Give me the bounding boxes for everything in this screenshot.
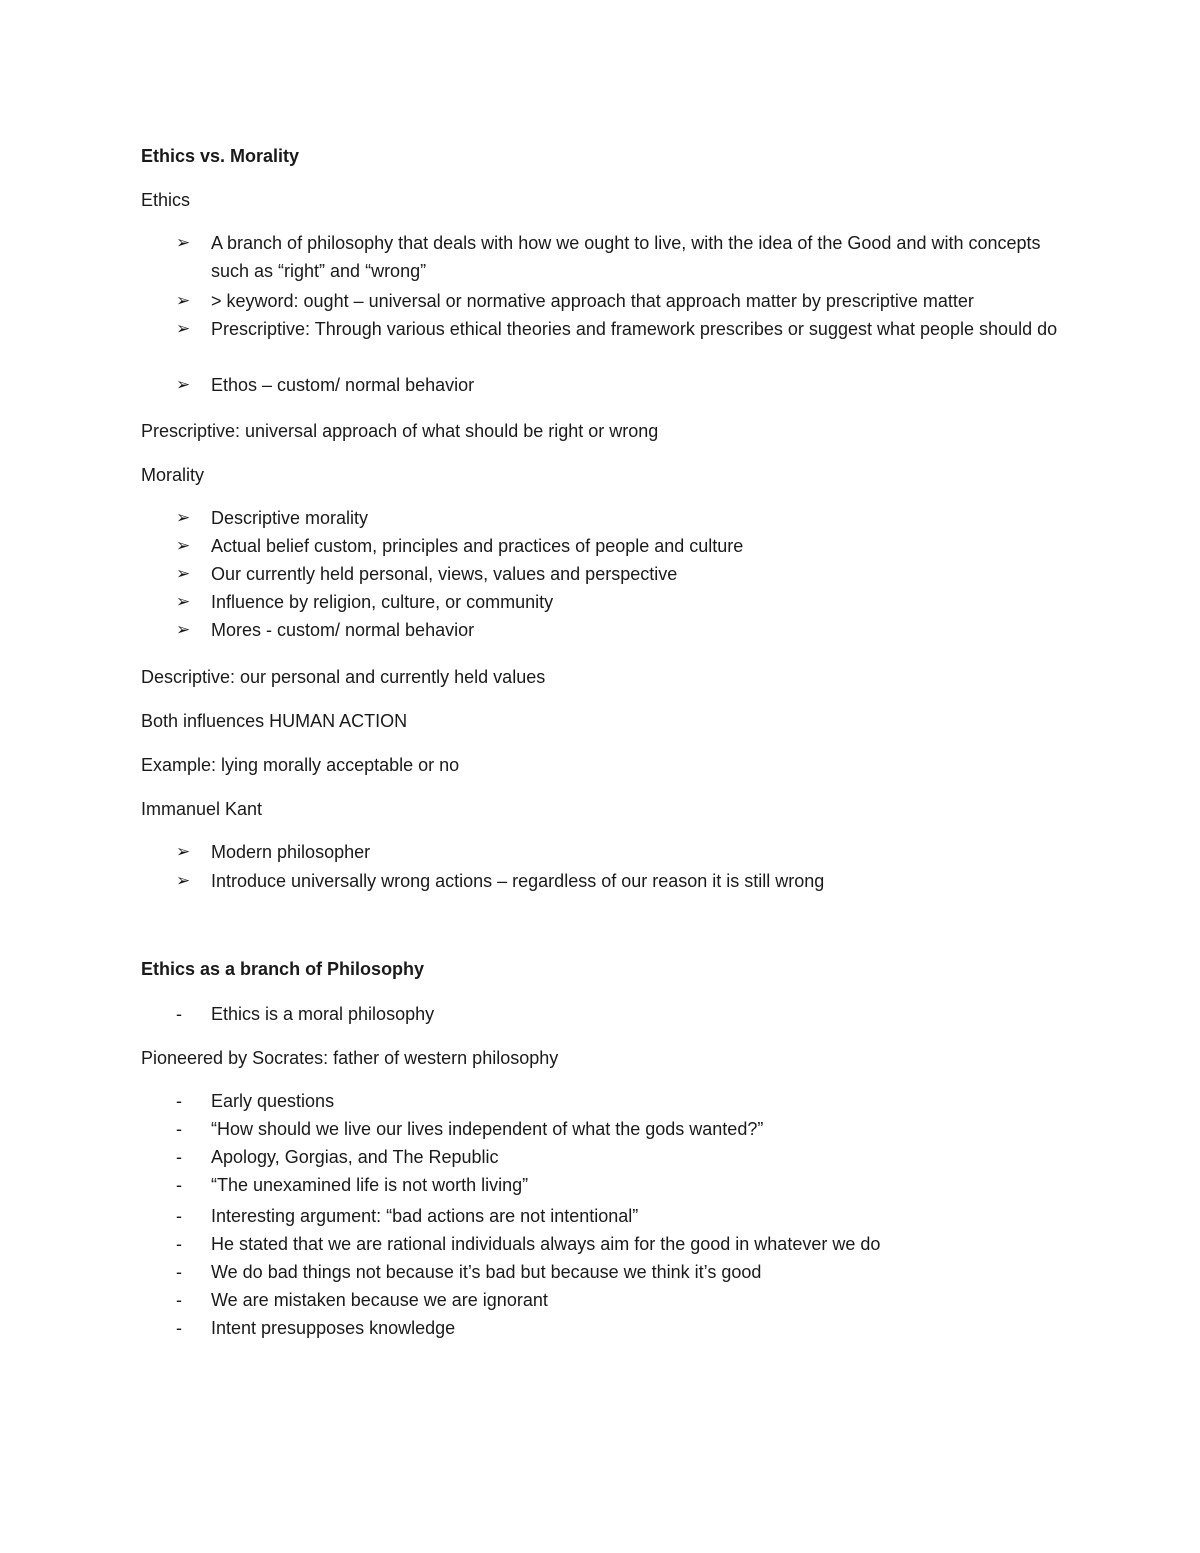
dash-item xyxy=(176,1143,1076,1171)
bullet-text: Influence by religion, culture, or community xyxy=(211,592,554,612)
dash-text: We are mistaken because we are ignorant xyxy=(211,1290,548,1310)
prescriptive-note: Prescriptive: universal approach of what should be right or wrong xyxy=(141,421,659,441)
arrow-bullet-icon: ➢ xyxy=(176,871,191,890)
arrow-bullet-icon: ➢ xyxy=(176,842,191,861)
bullet-item xyxy=(176,315,1076,343)
dash-bullet-icon: - xyxy=(176,1206,182,1226)
dash-item xyxy=(176,1258,1076,1286)
heading-morality: Morality xyxy=(141,465,205,485)
bullet-text: Actual belief custom, principles and practices of people and culture xyxy=(211,536,744,556)
heading-immanuel-kant: Immanuel Kant xyxy=(141,799,263,819)
dash-item xyxy=(176,1314,1076,1342)
arrow-bullet-icon: ➢ xyxy=(176,291,191,310)
heading-ethics: Ethics xyxy=(141,190,191,210)
arrow-bullet-icon: ➢ xyxy=(176,536,191,555)
dash-item xyxy=(176,1115,1076,1143)
dash-text: Apology, Gorgias, and The Republic xyxy=(211,1147,499,1167)
bullet-item xyxy=(176,287,1076,315)
bullet-text: A branch of philosophy that deals with how we ought to live, with the idea of the Good and with concepts such as “right” and “wrong” xyxy=(211,233,1041,281)
arrow-bullet-icon: ➢ xyxy=(176,319,191,338)
dash-bullet-icon: - xyxy=(176,1119,182,1139)
dash-item xyxy=(176,1202,1076,1230)
bullet-item xyxy=(176,229,1076,285)
dash-item xyxy=(176,1087,1076,1115)
dash-bullet-icon: - xyxy=(176,1004,182,1024)
arrow-bullet-icon: ➢ xyxy=(176,620,191,639)
dash-text: Intent presupposes knowledge xyxy=(211,1318,456,1338)
bullet-text: Ethos – custom/ normal behavior xyxy=(211,375,475,395)
dash-item xyxy=(176,1230,1076,1258)
bullet-item xyxy=(176,616,1076,644)
dash-text: “The unexamined life is not worth living” xyxy=(211,1175,529,1195)
dash-text: Ethics is a moral philosophy xyxy=(211,1004,435,1024)
bullet-text: Introduce universally wrong actions – regardless of our reason it is still wrong xyxy=(211,871,825,891)
arrow-bullet-icon: ➢ xyxy=(176,508,191,527)
dash-bullet-icon: - xyxy=(176,1234,182,1254)
dash-bullet-icon: - xyxy=(176,1262,182,1282)
bullet-item xyxy=(176,867,1076,895)
dash-text: Early questions xyxy=(211,1091,335,1111)
bullet-text: Mores - custom/ normal behavior xyxy=(211,620,475,640)
arrow-bullet-icon: ➢ xyxy=(176,233,191,252)
dash-bullet-icon: - xyxy=(176,1175,182,1195)
arrow-bullet-icon: ➢ xyxy=(176,592,191,611)
section-title-ethics-branch: Ethics as a branch of Philosophy xyxy=(141,959,425,979)
bullet-item xyxy=(176,560,1076,588)
dash-item xyxy=(176,1171,1076,1199)
bullet-item xyxy=(176,588,1076,616)
dash-item xyxy=(176,1000,1076,1028)
dash-text: “How should we live our lives independent of what the gods wanted?” xyxy=(211,1119,764,1139)
example-note: Example: lying morally acceptable or no xyxy=(141,755,460,775)
bullet-item xyxy=(176,838,1076,866)
both-influences-note: Both influences HUMAN ACTION xyxy=(141,711,408,731)
descriptive-note: Descriptive: our personal and currently held values xyxy=(141,667,546,687)
bullet-text: Our currently held personal, views, values and perspective xyxy=(211,564,678,584)
dash-text: He stated that we are rational individuals always aim for the good in whatever we do xyxy=(211,1234,881,1254)
arrow-bullet-icon: ➢ xyxy=(176,375,191,394)
section-title-ethics-vs-morality: Ethics vs. Morality xyxy=(141,146,300,166)
dash-bullet-icon: - xyxy=(176,1318,182,1338)
dash-text: Interesting argument: “bad actions are not intentional” xyxy=(211,1206,639,1226)
dash-bullet-icon: - xyxy=(176,1091,182,1111)
bullet-text: Modern philosopher xyxy=(211,842,371,862)
bullet-item xyxy=(176,532,1076,560)
dash-bullet-icon: - xyxy=(176,1147,182,1167)
bullet-item xyxy=(176,371,1076,399)
dash-text: We do bad things not because it’s bad but because we think it’s good xyxy=(211,1262,762,1282)
dash-bullet-icon: - xyxy=(176,1290,182,1310)
bullet-item xyxy=(176,504,1076,532)
bullet-text: Prescriptive: Through various ethical theories and framework prescribes or suggest what people should do xyxy=(211,319,1058,339)
bullet-text: Descriptive morality xyxy=(211,508,369,528)
pioneer-note: Pioneered by Socrates: father of western philosophy xyxy=(141,1048,559,1068)
dash-item xyxy=(176,1286,1076,1314)
arrow-bullet-icon: ➢ xyxy=(176,564,191,583)
bullet-text: > keyword: ought – universal or normative approach that approach matter by prescriptive matter xyxy=(211,291,974,311)
